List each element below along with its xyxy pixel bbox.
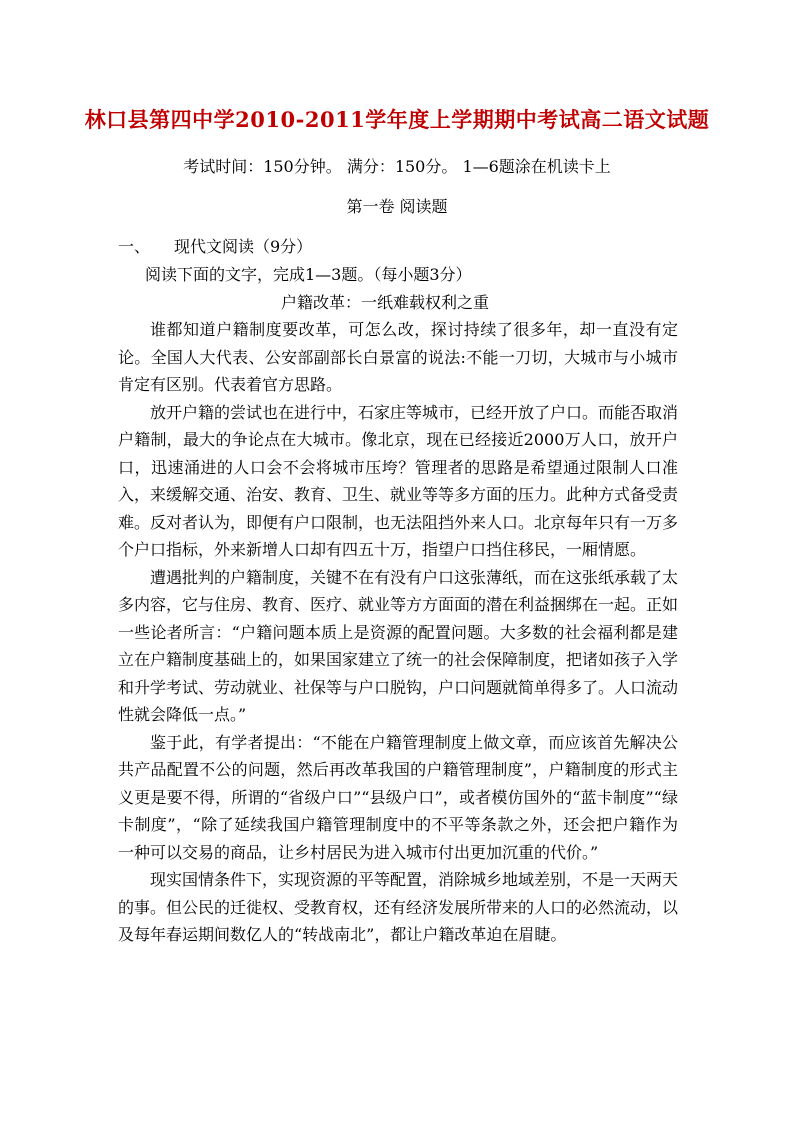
exam-title: 林口县第四中学2010-2011学年度上学期期中考试高二语文试题 bbox=[84, 107, 710, 132]
article-paragraph: 现实国情条件下，实现资源的平等配置，消除城乡地域差别，不是一天两天的事。但公民的迁徙权、受教育权，还有经济发展所带来的人口的必然流动，以及每年春运期间数亿人的“转战南北”，都让户籍改革迫在眉睫。 bbox=[118, 870, 679, 944]
article-paragraph: 放开户籍的尝试也在进行中，石家庄等城市，已经开放了户口。而能否取消户籍制，最大的争论点在大城市。像北京，现在已经接近2000万人口，放开户口，迅速涌进的人口会不会将城市压垮？管理者的思路是希望通过限制人口准入，来缓解交通、治安、教育、卫生、就业等等多方面的压力。此种方式备受责难。反对者认为，即便有户口限制，也无法阻挡外来人口。北京每年只有一万多个户口指标，外来新增人口却有四五十万，指望户口挡住移民，一厢情愿。 bbox=[118, 402, 679, 559]
section-number: 一、 bbox=[118, 237, 151, 256]
article-paragraph: 鉴于此，有学者提出：“不能在户籍管理制度上做文章，而应该首先解决公共产品配置不公的问题，然后再改革我国的户籍管理制度”，户籍制度的形式主义更是要不得，所谓的“省级户口”“县级户口”，或者模仿国外的“蓝卡制度”“绿卡制度”，“除了延续我国户籍管理制度中的不平等条款之外，还会把户籍作为一种可以交易的商品，让乡村居民为进入城市付出更加沉重的代价。” bbox=[118, 732, 678, 862]
article-body bbox=[118, 316, 678, 949]
article-paragraph: 遭遇批判的户籍制度，关键不在有没有户口这张薄纸，而在这张纸承载了太多内容，它与住房、教育、医疗、就业等方方面面的潜在利益捆绑在一起。正如一些论者所言：“户籍问题本质上是资源的配置问题。大多数的社会福利都是建立在户籍制度基础上的，如果国家建立了统一的社会保障制度，把诸如孩子入学和升学考试、劳动就业、社保等与户口脱钩，户口问题就简单得多了。人口流动性就会降低一点。” bbox=[118, 567, 679, 724]
reading-instruction: 阅读下面的文字，完成1—3题。（每小题3分） bbox=[145, 265, 472, 284]
article-paragraph: 谁都知道户籍制度要改革，可怎么改，探讨持续了很多年，却一直没有定论。全国人大代表、公安部副部长白景富的说法:不能一刀切，大城市与小城市肯定有区别。代表着官方思路。 bbox=[118, 320, 678, 394]
section-heading-text: 现代文阅读（9分） bbox=[174, 237, 313, 256]
exam-info: 考试时间：150分钟。 满分：150分。 1—6题涂在机读卡上 bbox=[183, 157, 611, 176]
section-heading bbox=[118, 234, 312, 257]
article-title: 户籍改革：一纸难载权利之重 bbox=[280, 293, 489, 312]
part-title: 第一卷 阅读题 bbox=[346, 197, 448, 216]
